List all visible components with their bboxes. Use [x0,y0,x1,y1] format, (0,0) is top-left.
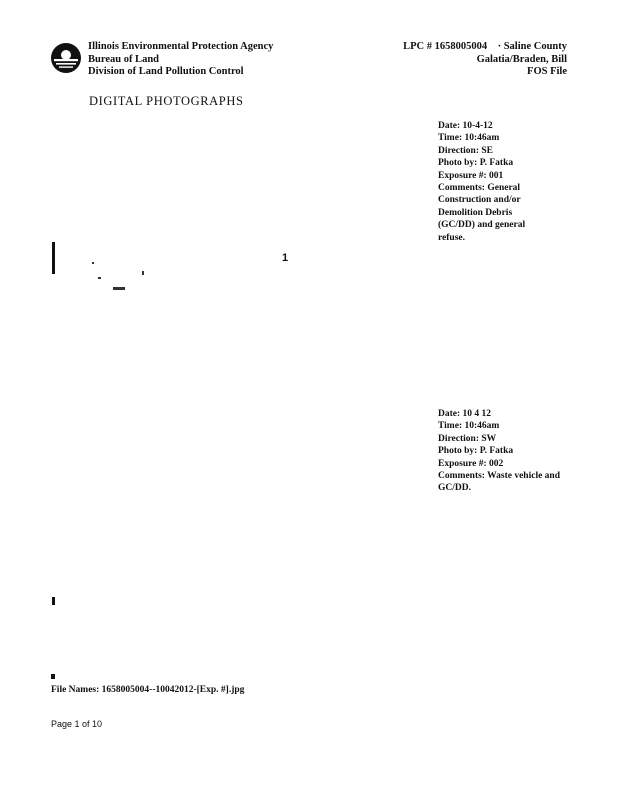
photo-direction: Direction: SW [438,433,497,444]
photo-exposure: Exposure #: 002 [438,458,504,469]
photo-2-frame-mark [52,597,55,605]
photo-time: Time: 10:46am [438,133,500,144]
photo-caption-1 [438,120,568,244]
photo-1-speck [92,262,94,264]
photo-exposure: Exposure #: 001 [438,170,504,181]
photo-number: 1 [282,252,289,264]
photo-author: Photo by: P. Fatka [438,446,514,457]
file-names: File Names: 1658005004--10042012-[Exp. #].jpg [51,685,245,695]
photo-author: Photo by: P. Fatka [438,158,514,169]
site-header [403,41,567,79]
photo-date: Date: 10 4 12 [438,409,492,419]
page-title: DIGITAL PHOTOGRAPHS [89,94,244,108]
bureau-name: Bureau of Land [88,53,159,65]
lpc-number: LPC # 1658005004 · Saline County [403,41,567,52]
file-type: FOS File [527,66,567,78]
photo-1-speck [142,271,144,275]
photo-time: Time: 10:46am [438,421,500,432]
photo-direction: Direction: SE [438,145,493,156]
division-name: Division of Land Pollution Control [88,66,244,78]
illinois-epa-logo [50,42,82,74]
photo-1-speck [98,277,101,279]
photo-date: Date: 10-4-12 [438,121,493,131]
photo-2-frame-mark [51,674,55,679]
agency-header [88,41,273,79]
agency-name: Illinois Environmental Protection Agency [88,41,274,52]
photo-1-speck [113,287,125,290]
site-name: Galatia/Braden, Bill [476,53,567,65]
photo-comments: Comments: General Construction and/or Demolition Debris (GC/DD) and general refuse. [438,183,526,243]
photo-1-frame-mark [52,242,55,274]
photo-caption-2 [438,408,568,495]
photo-comments: Comments: Waste vehicle and GC/DD. [438,471,560,494]
page-number: Page 1 of 10 [51,719,103,729]
